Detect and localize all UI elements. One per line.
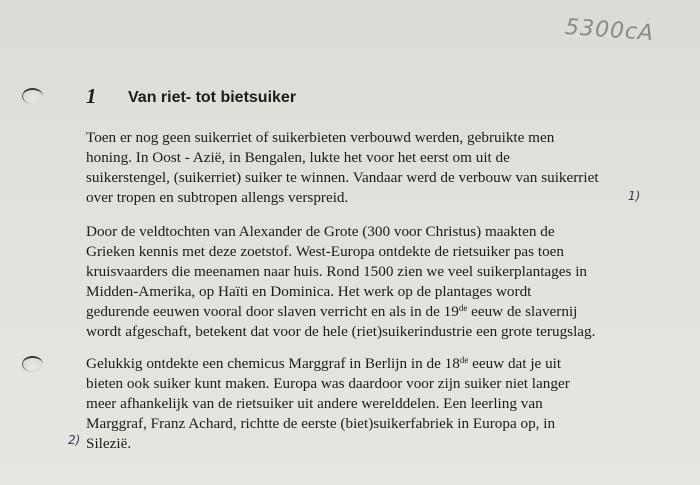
paragraph-2-line-3: kruisvaarders die meenamen naar huis. Rond 1500 zien we veel suikerplantages in	[86, 263, 588, 280]
paragraph-3-line-1-start: Gelukkig ontdekte een chemicus Marggraf in Berlijn in de 18	[86, 355, 460, 372]
chapter-number: 1	[86, 84, 97, 108]
chapter-title: Van riet- tot bietsuiker	[128, 89, 297, 106]
paragraph-3-line-2: bieten ook suiker kunt maken. Europa was daardoor voor zijn suiker niet langer	[86, 375, 570, 392]
paragraph-3-line-1-end: eeuw dat je uit	[468, 355, 562, 372]
paragraph-2-line-4: Midden-Amerika, op Haïti en Dominica. Het werk op de plantages wordt	[86, 283, 532, 300]
paragraph-3-line-4: Marggraf, Franz Achard, richtte de eerste (biet)suikerfabriek in Europa op, in	[86, 415, 556, 432]
handwritten-code: 5300cA	[564, 14, 655, 47]
paragraph-3-line-5: Silezië.	[86, 435, 132, 452]
paragraph-1-line-4: over tropen en subtropen allengs verspreid.	[86, 189, 349, 206]
paragraph-2-line-6: wordt afgeschaft, betekent dat voor de hele (riet)suikerindustrie een grote terugslag.	[86, 323, 596, 340]
superscript-de: de	[459, 355, 469, 365]
footnote-mark-2: 2)	[68, 433, 81, 447]
paragraph-1-line-3: suikerstengel, (suikerriet) suiker te winnen. Vandaar werd de verbouw van suikerriet	[86, 169, 599, 186]
punch-hole-middle	[22, 356, 43, 372]
punch-hole-top	[22, 88, 43, 104]
paragraph-2	[86, 222, 686, 342]
paragraph-2-line-1: Door de veldtochten van Alexander de Grote (300 voor Christus) maakten de	[86, 223, 555, 240]
paragraph-2-line-2: Grieken kennis met deze zoetstof. West-Europa ontdekte de rietsuiker pas toen	[86, 243, 565, 260]
footnote-mark-1: 1)	[628, 189, 641, 203]
superscript-de: de	[458, 303, 468, 313]
paragraph-2-line-5-start: gedurende eeuwen vooral door slaven verricht en als in de 19	[86, 303, 459, 320]
paragraph-3	[86, 354, 686, 454]
paragraph-3-line-3: meer afhankelijk van de rietsuiker uit andere werelddelen. Een leerling van	[86, 395, 543, 412]
paragraph-2-line-5-end: eeuw de slavernij	[467, 303, 578, 320]
paragraph-1	[86, 128, 686, 208]
paragraph-1-line-1: Toen er nog geen suikerriet of suikerbieten verbouwd werden, gebruikte men	[86, 129, 555, 146]
paragraph-1-line-2: honing. In Oost - Azië, in Bengalen, lukte het voor het eerst om uit de	[86, 149, 510, 166]
